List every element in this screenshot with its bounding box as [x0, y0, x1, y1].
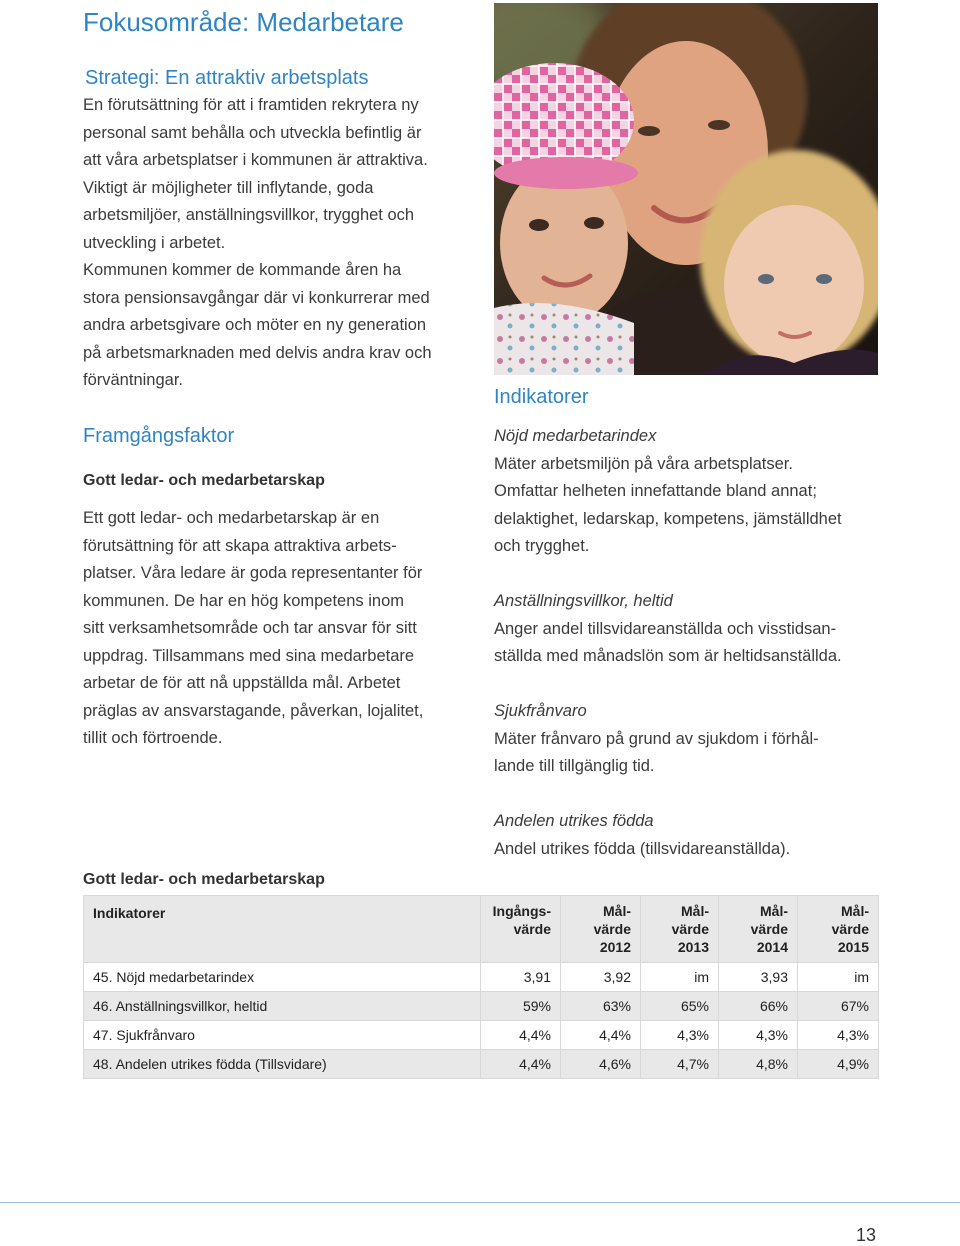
table-cell-value: 65% [641, 992, 719, 1021]
table-header-baseline [481, 896, 561, 963]
left-child-eye-right [584, 217, 604, 229]
table-cell-value: 4,4% [481, 1021, 561, 1050]
table-header-text: Ingångs- [492, 903, 551, 919]
indicator-title: Nöjd medarbetarindex [494, 427, 657, 445]
table-cell-value: 4,7% [641, 1050, 719, 1079]
table-header-text: 2012 [599, 939, 631, 955]
left-child-eye-left [529, 219, 549, 231]
table-header-text: värde [513, 921, 551, 937]
indicators-heading: Indikatorer [494, 386, 589, 408]
strategy-line: En förutsättning för att i framtiden rekrytera ny [83, 96, 419, 114]
success-factor-line: arbetar de för att nå uppställda mål. Arbetet [83, 674, 401, 692]
table-header-text: värde [750, 921, 788, 937]
strategy-heading: Strategi: En attraktiv arbetsplats [85, 67, 369, 89]
table-cell-indicator: 48. Andelen utrikes födda (Tillsvidare) [84, 1050, 481, 1079]
photo-illustration [494, 3, 878, 375]
table-row [84, 1050, 879, 1079]
right-child-face [724, 205, 864, 365]
indicator-item [494, 698, 842, 781]
table-header-text: 2014 [756, 939, 788, 955]
table-header-target-2012 [561, 896, 641, 963]
indicator-line: Anger andel tillsvidareanställda och visstidsan- [494, 619, 837, 638]
indicator-line: Mäter frånvaro på grund av sjukdom i förhål- [494, 729, 819, 748]
table-caption: Gott ledar- och medarbetarskap [83, 871, 325, 888]
success-factor-line: sitt verksamhetsområde och tar ansvar för sitt [83, 619, 417, 637]
indicator-line: ställda med månadslön som är heltidsanställda. [494, 647, 842, 665]
success-factor-line: tillit och förtroende. [83, 729, 223, 747]
table-header-target-2014 [719, 896, 798, 963]
indicator-item [494, 423, 842, 561]
table-header-text: Mål- [603, 903, 631, 919]
table-header-text: värde [831, 921, 869, 937]
table-cell-indicator: 45. Nöjd medarbetarindex [84, 963, 481, 992]
indicators-list [494, 423, 842, 863]
table-cell-value: im [798, 963, 879, 992]
indicator-line: och trygghet. [494, 537, 590, 555]
indicator-line: Mäter arbetsmiljön på våra arbetsplatser. [494, 454, 793, 473]
table-header-text: värde [671, 921, 709, 937]
strategy-line: personal samt behålla och utveckla befintlig är [83, 123, 422, 142]
table-cell-value: 4,4% [481, 1050, 561, 1079]
strategy-line: att våra arbetsplatser i kommunen är attraktiva. [83, 151, 428, 169]
table-cell-value: 59% [481, 992, 561, 1021]
success-factor-heading: Framgångsfaktor [83, 425, 235, 447]
table-header-text: Mål- [681, 903, 709, 919]
table-header-text: Mål- [841, 903, 869, 919]
table-header-row [84, 896, 879, 963]
page-number: 13 [856, 1225, 877, 1245]
right-child-eye-right [816, 274, 832, 284]
success-factor-paragraph [83, 505, 423, 753]
page-title: Fokusområde: Medarbetare [83, 7, 404, 37]
table-cell-indicator: 46. Anställningsvillkor, heltid [84, 992, 481, 1021]
success-factor-line: Ett gott ledar- och medarbetarskap är en [83, 509, 380, 527]
table-header-text: 2013 [677, 939, 709, 955]
table-header-text: Indikatorer [93, 905, 166, 921]
table-cell-value: 3,91 [481, 963, 561, 992]
success-factor-line: platser. Våra ledare är goda representanter för [83, 564, 423, 582]
table-cell-value: 66% [719, 992, 798, 1021]
strategy-line: förväntningar. [83, 371, 183, 389]
indicator-line: delaktighet, ledarskap, kompetens, jämställdhet [494, 509, 842, 528]
table-row [84, 963, 879, 992]
left-child-figure [494, 63, 638, 375]
table-cell-value: 63% [561, 992, 641, 1021]
table-cell-value: 3,93 [719, 963, 798, 992]
success-factor-line: präglas av ansvarstagande, påverkan, lojalitet, [83, 701, 424, 720]
success-factor-line: uppdrag. Tillsammans med sina medarbetare [83, 646, 415, 665]
strategy-line: Kommunen kommer de kommande åren ha [83, 261, 402, 279]
strategy-line: andra arbetsgivare och möter en ny generation [83, 316, 427, 334]
indicator-title: Anställningsvillkor, heltid [494, 592, 673, 610]
strategy-paragraph [83, 92, 432, 395]
indicator-item [494, 808, 842, 863]
indicator-title: Sjukfrånvaro [494, 702, 587, 720]
photo-woman-with-children [494, 3, 878, 375]
table-cell-value: 4,6% [561, 1050, 641, 1079]
table-cell-indicator: 47. Sjukfrånvaro [84, 1021, 481, 1050]
indicator-line: Andel utrikes födda (tillsvidareanställda). [494, 839, 791, 858]
table-cell-value: im [641, 963, 719, 992]
indicator-line: Omfattar helheten innefattande bland annat; [494, 482, 817, 500]
table-cell-value: 4,8% [719, 1050, 798, 1079]
table-row [84, 992, 879, 1021]
strategy-line: Viktigt är möjligheter till inflytande, goda [83, 178, 374, 197]
woman-eye-right [708, 120, 730, 130]
table-cell-value: 4,3% [798, 1021, 879, 1050]
strategy-section [85, 66, 368, 90]
table-cell-value: 4,3% [641, 1021, 719, 1050]
strategy-line: stora pensionsavgångar där vi konkurrerar med [83, 288, 430, 307]
table-header-text: värde [593, 921, 631, 937]
success-factor-subheading-wrap [83, 467, 325, 495]
table-caption-wrap [83, 866, 325, 894]
footer-rule [0, 1202, 960, 1203]
success-factor-line: förutsättning för att skapa attraktiva arbets- [83, 536, 397, 555]
indicator-table [83, 895, 879, 1079]
right-child-eye-left [758, 274, 774, 284]
table-header-text: Mål- [760, 903, 788, 919]
table-header-text: 2015 [837, 939, 869, 955]
table-cell-value: 4,4% [561, 1021, 641, 1050]
strategy-line: på arbetsmarknaden med delvis andra krav och [83, 343, 432, 362]
table-header-indicator [84, 896, 481, 963]
success-factor-subheading: Gott ledar- och medarbetarskap [83, 472, 325, 489]
table-header-target-2013 [641, 896, 719, 963]
table-cell-value: 67% [798, 992, 879, 1021]
table-cell-value: 4,3% [719, 1021, 798, 1050]
indicator-item [494, 588, 842, 671]
table-header-target-2015 [798, 896, 879, 963]
table-cell-value: 3,92 [561, 963, 641, 992]
indicator-title: Andelen utrikes födda [494, 812, 654, 830]
strategy-line: arbetsmiljöer, anställningsvillkor, trygghet och [83, 206, 415, 224]
woman-eye-left [638, 126, 660, 136]
table-row [84, 1021, 879, 1050]
table-cell-value: 4,9% [798, 1050, 879, 1079]
strategy-line: utveckling i arbetet. [83, 233, 226, 252]
left-child-cap-brim [494, 157, 638, 189]
indicator-line: lande till tillgänglig tid. [494, 757, 655, 775]
success-factor-line: kommunen. De har en hög kompetens inom [83, 591, 405, 610]
